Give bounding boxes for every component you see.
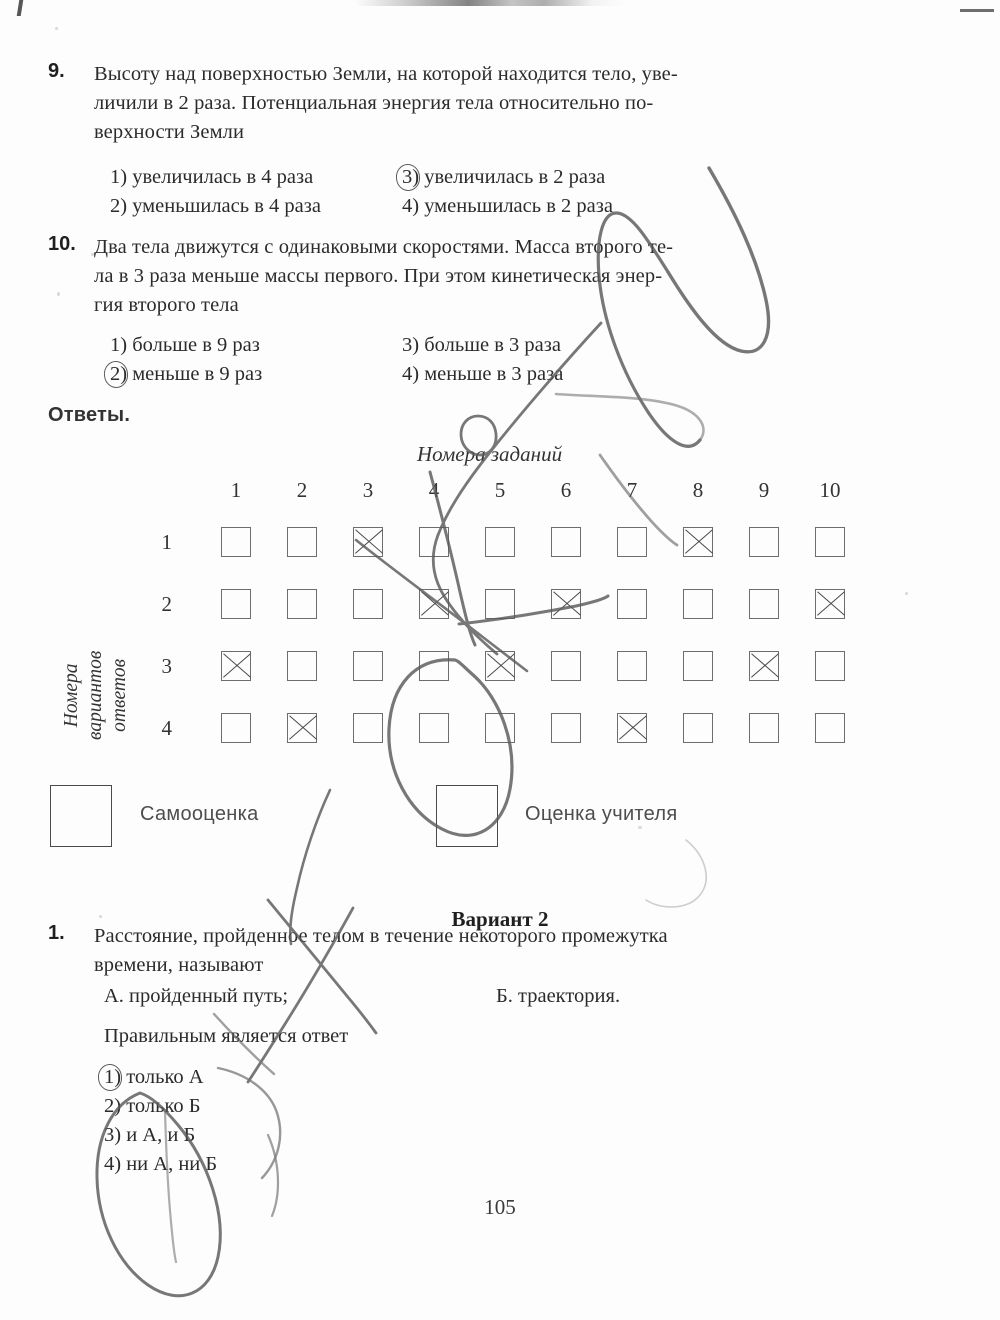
- answer-grid-col-header-5: 5: [494, 478, 506, 502]
- answer-cell-r1-c1[interactable]: [221, 527, 251, 557]
- question-1-option-2-label: 2) только Б: [104, 1095, 201, 1117]
- answer-cell-r4-c10[interactable]: [815, 713, 845, 743]
- answer-grid-side-caption-line-2: вариантов: [85, 650, 106, 740]
- question-10-option-2-text: меньше в 9 раз: [132, 363, 263, 385]
- question-1-stem-line-1: Расстояние, пройденное телом в течение некоторого промежутка: [94, 925, 668, 947]
- answer-cell-r1-c2[interactable]: [287, 527, 317, 557]
- answer-cell-r2-c3[interactable]: [353, 589, 383, 619]
- question-9-option-3[interactable]: [402, 163, 605, 192]
- answer-cell-r1-c6[interactable]: [551, 527, 581, 557]
- answer-cell-r3-c7[interactable]: [617, 651, 647, 681]
- answer-cell-r4-c4[interactable]: [419, 713, 449, 743]
- answer-cell-r1-c3-marked[interactable]: [353, 527, 383, 557]
- answer-grid-col-header-10: 10: [819, 478, 841, 502]
- question-9-option-row-1: [110, 163, 930, 192]
- question-1-suboption-b: Б. траектория.: [496, 985, 621, 1007]
- answer-grid-row-header-3: 3: [161, 654, 172, 678]
- answer-grid-col-header-4: 4: [428, 478, 440, 502]
- answer-cell-r3-c8[interactable]: [683, 651, 713, 681]
- answer-cell-r2-c5[interactable]: [485, 589, 515, 619]
- question-9-option-3-text: увеличилась в 2 раза: [424, 166, 606, 188]
- answer-cell-r1-c8-marked[interactable]: [683, 527, 713, 557]
- question-10-option-3[interactable]: [402, 331, 561, 360]
- answer-cell-r4-c9[interactable]: [749, 713, 779, 743]
- question-1-prompt: Правильным является ответ: [104, 1025, 349, 1047]
- question-1-option-4-label: 4) ни А, ни Б: [104, 1153, 218, 1175]
- question-1-number: 1.: [48, 922, 65, 944]
- question-9-option-4-label: 4) уменьшилась в 2 раза: [402, 195, 613, 217]
- question-9-stem-line-2: личили в 2 раза. Потенциальная энергия тела относительно по-: [94, 92, 654, 114]
- answer-cell-r4-c1[interactable]: [221, 713, 251, 743]
- question-1-option-row-4: [104, 1150, 504, 1179]
- answer-cell-r2-c4-marked[interactable]: [419, 589, 449, 619]
- question-1-option-4[interactable]: [104, 1150, 217, 1179]
- teacher-assessment-box[interactable]: [436, 785, 498, 847]
- answer-grid-row-header-4: 4: [161, 716, 172, 740]
- question-10-option-1[interactable]: [110, 331, 402, 360]
- answer-cell-r1-c7[interactable]: [617, 527, 647, 557]
- answer-grid-col-header-3: 3: [362, 478, 374, 502]
- answer-grid-col-header-6: 6: [560, 478, 572, 502]
- question-1-option-3[interactable]: [104, 1121, 195, 1150]
- question-10-number: 10.: [48, 233, 76, 255]
- answer-grid-row-header-2: 2: [161, 592, 172, 616]
- question-1: [48, 922, 928, 980]
- question-1-option-1-text: только А: [126, 1066, 204, 1088]
- question-9-stem: [94, 60, 678, 147]
- question-9-options: [110, 163, 930, 221]
- answer-cell-r4-c8[interactable]: [683, 713, 713, 743]
- answer-cell-r4-c3[interactable]: [353, 713, 383, 743]
- question-9-option-row-2: [110, 192, 930, 221]
- question-9-option-4[interactable]: [402, 192, 613, 221]
- question-9-stem-line-1: Высоту над поверхностью Земли, на которой находится тело, уве-: [94, 63, 678, 85]
- question-10-option-row-1: [110, 331, 930, 360]
- answer-grid-side-caption: [60, 651, 132, 740]
- answer-cell-r2-c7[interactable]: [617, 589, 647, 619]
- question-1-option-row-3: [104, 1121, 504, 1150]
- answer-cell-r2-c9[interactable]: [749, 589, 779, 619]
- question-9-option-1[interactable]: [110, 163, 402, 192]
- scan-speck: [905, 592, 908, 595]
- question-9-option-2-label: 2) уменьшилась в 4 раза: [110, 195, 321, 217]
- scan-edge-mark-left: [17, 0, 24, 16]
- answer-cell-r3-c1-marked[interactable]: [221, 651, 251, 681]
- teacher-assessment-label: Оценка учителя: [525, 803, 678, 825]
- question-1-option-row-2: [104, 1092, 504, 1121]
- question-1-option-3-label: 3) и А, и Б: [104, 1124, 196, 1146]
- question-9-stem-line-3: верхности Земли: [94, 121, 245, 143]
- question-9-option-2[interactable]: [110, 192, 402, 221]
- question-1-option-row-1: [104, 1063, 504, 1092]
- page-number: 105: [484, 1195, 516, 1219]
- self-assessment-label: Самооценка: [140, 803, 259, 825]
- answer-grid-top-caption: Номера заданий: [417, 442, 563, 466]
- answer-cell-r1-c10[interactable]: [815, 527, 845, 557]
- question-9-option-3-marker: 3): [402, 163, 419, 192]
- answer-cell-r2-c1[interactable]: [221, 589, 251, 619]
- answer-grid-row-header-1: 1: [161, 530, 172, 554]
- answer-cell-r2-c6-marked[interactable]: [551, 589, 581, 619]
- question-9: [48, 60, 928, 147]
- question-9-number: 9.: [48, 60, 65, 82]
- answer-grid-col-header-8: 8: [692, 478, 704, 502]
- question-1-option-2[interactable]: [104, 1092, 201, 1121]
- question-1-option-1[interactable]: [104, 1063, 204, 1092]
- answer-grid-col-header-1: 1: [230, 478, 242, 502]
- answer-grid-col-header-2: 2: [296, 478, 308, 502]
- answer-cell-r3-c3[interactable]: [353, 651, 383, 681]
- question-10-option-2[interactable]: [110, 360, 402, 389]
- scan-speck: [638, 826, 642, 829]
- answer-grid-col-header-9: 9: [758, 478, 770, 502]
- question-1-options: [104, 1063, 504, 1179]
- scan-edge-mark-right: [960, 9, 994, 12]
- question-10: [48, 233, 928, 320]
- answer-grid-side-caption-line-1: Номера: [61, 663, 82, 728]
- question-10-stem-line-3: гия второго тела: [94, 294, 239, 316]
- answer-cell-r4-c2-marked[interactable]: [287, 713, 317, 743]
- question-1-suboption-a: А. пройденный путь;: [104, 985, 289, 1007]
- answer-cell-r3-c4[interactable]: [419, 651, 449, 681]
- scan-speck: [55, 27, 58, 30]
- question-10-stem-line-1: Два тела движутся с одинаковыми скоростями. Масса второго те-: [94, 236, 674, 258]
- answer-cell-r3-c5-marked[interactable]: [485, 651, 515, 681]
- answer-cell-r4-c6[interactable]: [551, 713, 581, 743]
- question-10-stem-line-2: ла в 3 раза меньше массы первого. При этом кинетическая энер-: [94, 265, 663, 287]
- answers-heading: Ответы.: [48, 404, 131, 426]
- answer-cell-r2-c2[interactable]: [287, 589, 317, 619]
- question-10-option-2-marker: 2): [110, 360, 127, 389]
- answer-cell-r3-c9-marked[interactable]: [749, 651, 779, 681]
- answer-cell-r1-c5[interactable]: [485, 527, 515, 557]
- answer-cell-r4-c5[interactable]: [485, 713, 515, 743]
- question-10-options: [110, 331, 930, 389]
- answer-cell-r1-c9[interactable]: [749, 527, 779, 557]
- answer-cell-r3-c2[interactable]: [287, 651, 317, 681]
- question-10-option-4-label: 4) меньше в 3 раза: [402, 363, 564, 385]
- question-10-option-1-label: 1) больше в 9 раз: [110, 334, 260, 356]
- self-assessment-box[interactable]: [50, 785, 112, 847]
- question-10-option-3-label: 3) больше в 3 раза: [402, 334, 561, 356]
- answer-grid-side-caption-line-3: ответов: [109, 658, 130, 732]
- answer-cell-r1-c4[interactable]: [419, 527, 449, 557]
- question-1-stem-line-2: времени, называют: [94, 954, 264, 976]
- answer-cell-r2-c8[interactable]: [683, 589, 713, 619]
- question-10-option-row-2: [110, 360, 930, 389]
- variant-heading: Вариант 2: [451, 907, 549, 931]
- scan-edge-smudge-top: [355, 0, 625, 6]
- answer-cell-r2-c10-marked[interactable]: [815, 589, 845, 619]
- question-9-option-1-label: 1) увеличилась в 4 раза: [110, 166, 314, 188]
- question-1-stem: [94, 922, 668, 980]
- question-10-option-4[interactable]: [402, 360, 563, 389]
- answer-cell-r4-c7-marked[interactable]: [617, 713, 647, 743]
- answer-cell-r3-c10[interactable]: [815, 651, 845, 681]
- question-1-option-1-marker: 1): [104, 1063, 121, 1092]
- answer-grid-col-header-7: 7: [626, 478, 638, 502]
- answer-cell-r3-c6[interactable]: [551, 651, 581, 681]
- question-10-stem: [94, 233, 673, 320]
